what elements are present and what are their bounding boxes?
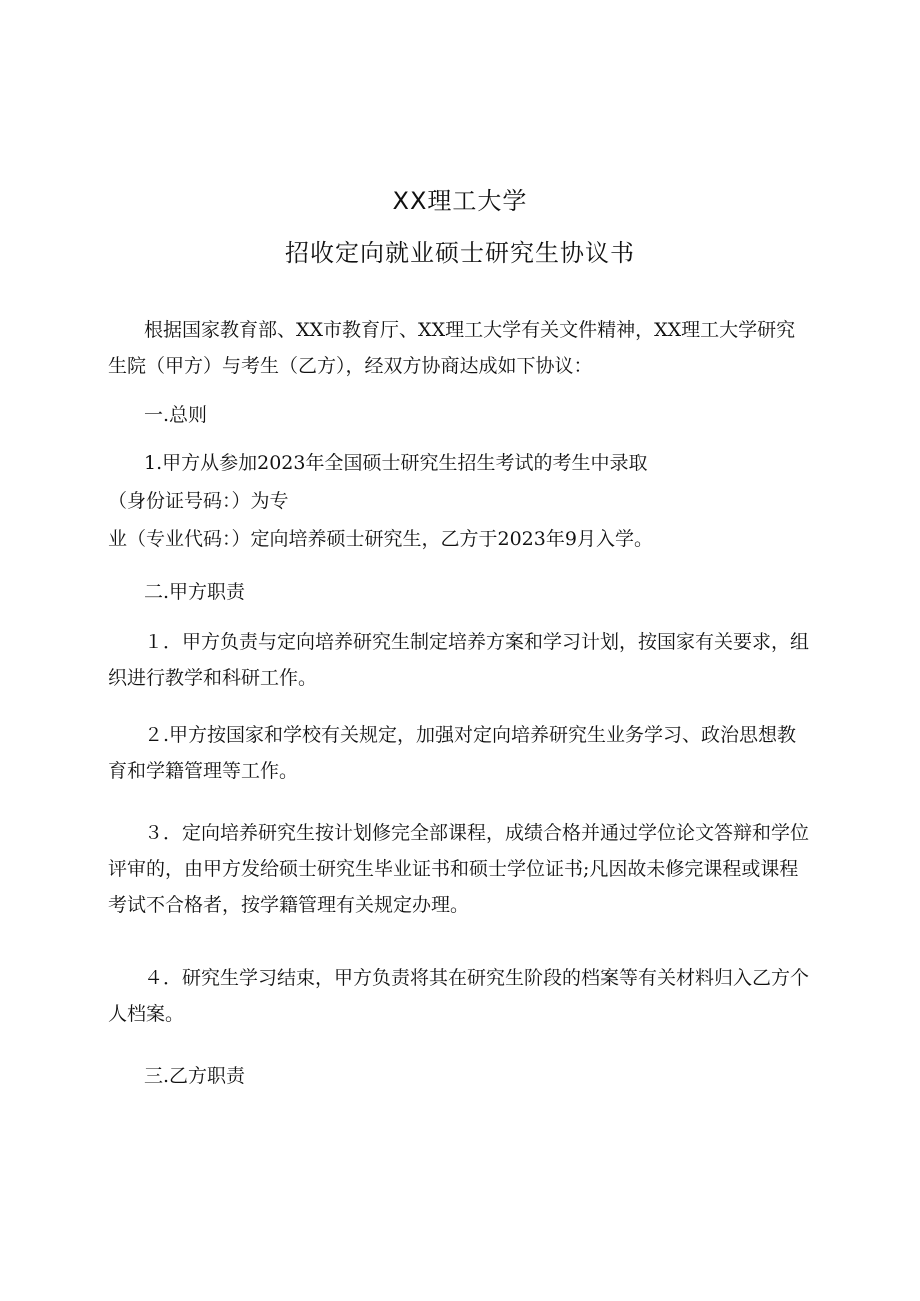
section2-item1	[108, 624, 814, 696]
section2-item4	[108, 960, 814, 1032]
section3-heading: 三.乙方职责	[144, 1065, 246, 1087]
section-general	[108, 397, 814, 433]
document-title	[0, 180, 920, 284]
s1-item1-line1: 1.甲方从参加2023年全国硕士研究生招生考试的考生中录取	[144, 452, 648, 474]
section2-heading: 二.甲方职责	[144, 581, 246, 603]
section-party-a	[108, 574, 814, 610]
section2-item2	[108, 717, 814, 789]
title-university: XX理工大学	[392, 187, 528, 215]
section1-item1	[108, 445, 814, 557]
section2-item3	[108, 815, 814, 923]
section-party-b	[108, 1058, 814, 1094]
s1-item1-line3: 业（专业代码：）定向培养硕士研究生，乙方于2023年9月入学。	[108, 528, 653, 550]
s2-item1-text: １．甲方负责与定向培养研究生制定培养方案和学习计划，按国家有关要求，组织进行教学和科研工作。	[108, 631, 810, 689]
intro-text: 根据国家教育部、XX市教育厅、XX理工大学有关文件精神，XX理工大学研究生院（甲方）与考生（乙方），经双方协商达成如下协议：	[108, 319, 796, 377]
s2-item3-text: ３．定向培养研究生按计划修完全部课程，成绩合格并通过学位论文答辩和学位评审的，由甲方发给硕士研究生毕业证书和硕士学位证书;凡因故未修完课程或课程考试不合格者，按学籍管理有关规定办理。	[108, 822, 810, 916]
title-agreement: 招收定向就业硕士研究生协议书	[285, 239, 635, 267]
s2-item2-text: ２.甲方按国家和学校有关规定，加强对定向培养研究生业务学习、政治思想教育和学籍管理等工作。	[108, 724, 797, 782]
s1-item1-line2: （身份证号码：）为专	[108, 490, 289, 512]
s2-item4-text: ４．研究生学习结束，甲方负责将其在研究生阶段的档案等有关材料归入乙方个人档案。	[108, 967, 810, 1025]
intro-paragraph	[108, 312, 814, 384]
section1-heading: 一.总则	[144, 404, 208, 426]
